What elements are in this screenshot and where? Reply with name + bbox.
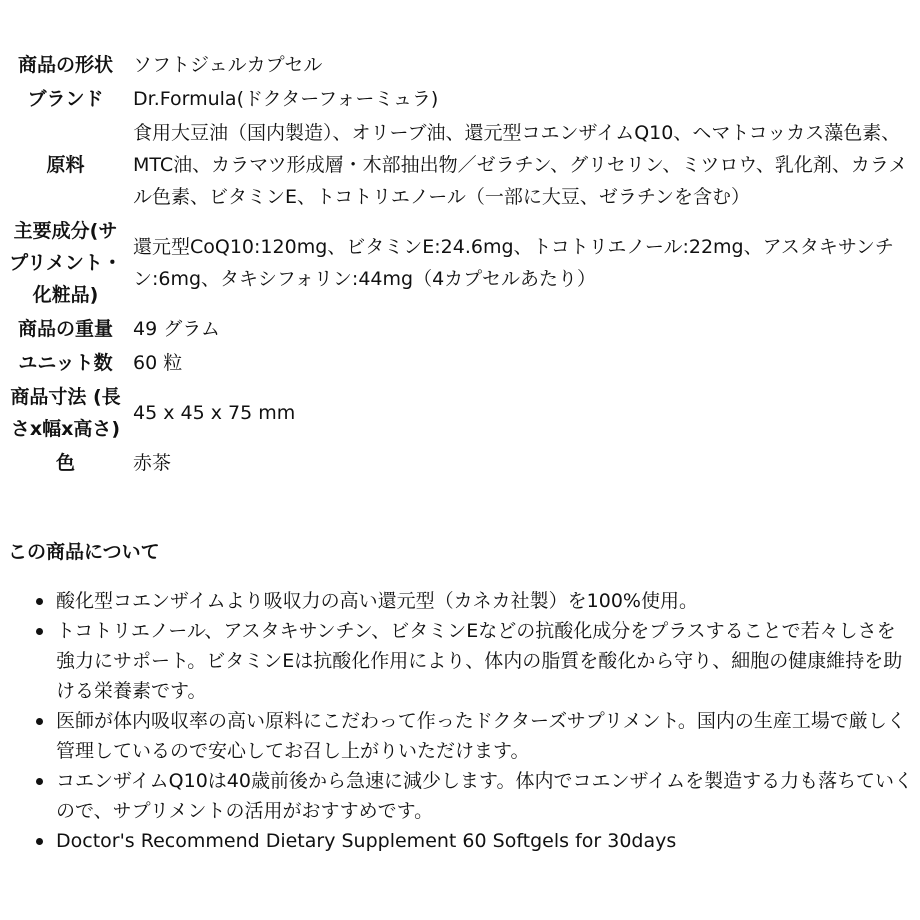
spec-label-unit-count: ユニット数 [18, 352, 113, 374]
bullet-text: 酸化型コエンザイムより吸収力の高い還元型（カネカ社製）を100%使用。 [56, 590, 698, 612]
spec-label-dimensions: 商品寸法 (長さx幅x高さ) [10, 386, 121, 440]
spec-row-shape [6, 48, 911, 82]
spec-row-unit-count [6, 346, 911, 380]
spec-value-brand: Dr.Formula(ドクターフォーミュラ) [133, 88, 439, 110]
spec-row-brand [6, 82, 911, 116]
product-spec-table [6, 48, 911, 480]
spec-value-shape: ソフトジェルカプセル [133, 54, 323, 76]
spec-value-unit-count: 60 粒 [133, 352, 183, 374]
list-item [36, 706, 914, 766]
bullet-dot-icon [36, 628, 43, 635]
list-item [36, 826, 914, 856]
spec-label-brand: ブランド [27, 88, 104, 110]
spec-row-dimensions [6, 380, 911, 446]
spec-value-dimensions: 45 x 45 x 75 mm [133, 402, 296, 424]
bullet-text: トコトリエノール、アスタキサンチン、ビタミンEなどの抗酸化成分をプラスすることで若々しさを強力にサポート。ビタミンEは抗酸化作用により、体内の脂質を酸化から守り、細胞の健康維持を助ける栄養素です。 [56, 620, 903, 702]
bullet-dot-icon [36, 838, 43, 845]
bullet-dot-icon [36, 778, 43, 785]
list-item [36, 586, 914, 616]
spec-label-shape: 商品の形状 [17, 54, 113, 76]
spec-label-color: 色 [55, 452, 75, 474]
list-item [36, 766, 914, 826]
about-heading: この商品について [8, 541, 160, 563]
bullet-text: Doctor's Recommend Dietary Supplement 60 Softgels for 30days [56, 830, 677, 852]
bullet-dot-icon [36, 718, 43, 725]
spec-value-color: 赤茶 [133, 452, 172, 474]
spec-value-ingredients: 食用大豆油（国内製造）、オリーブ油、還元型コエンザイムQ10、ヘマトコッカス藻色素、MTC油、カラマツ形成層・木部抽出物／ゼラチン、グリセリン、ミツロウ、乳化剤、カラメル色素、ビタミンE、トコトリエノール（一部に大豆、ゼラチンを含む） [133, 122, 908, 208]
spec-value-weight: 49 グラム [133, 318, 221, 340]
bullet-text: 医師が体内吸収率の高い原料にこだわって作ったドクターズサプリメント。国内の生産工場で厳しく管理しているので安心してお召し上がりいただけます。 [56, 710, 906, 762]
spec-row-weight [6, 312, 911, 346]
spec-row-main-components [6, 214, 911, 312]
about-bullet-list [36, 586, 914, 856]
bullet-dot-icon [36, 598, 43, 605]
spec-label-main-components: 主要成分(サプリメント・化粧品) [9, 220, 122, 306]
spec-label-ingredients: 原料 [46, 154, 85, 176]
spec-row-color [6, 446, 911, 480]
spec-value-main-components: 還元型CoQ10:120mg、ビタミンE:24.6mg、トコトリエノール:22mg、アスタキサンチン:6mg、タキシフォリン:44mg（4カプセルあたり） [133, 236, 894, 290]
spec-label-weight: 商品の重量 [17, 318, 113, 340]
list-item [36, 616, 914, 706]
spec-row-ingredients [6, 116, 911, 214]
bullet-text: コエンザイムQ10は40歳前後から急速に減少します。体内でコエンザイムを製造する力も落ちていくので、サプリメントの活用がおすすめです。 [56, 770, 913, 822]
